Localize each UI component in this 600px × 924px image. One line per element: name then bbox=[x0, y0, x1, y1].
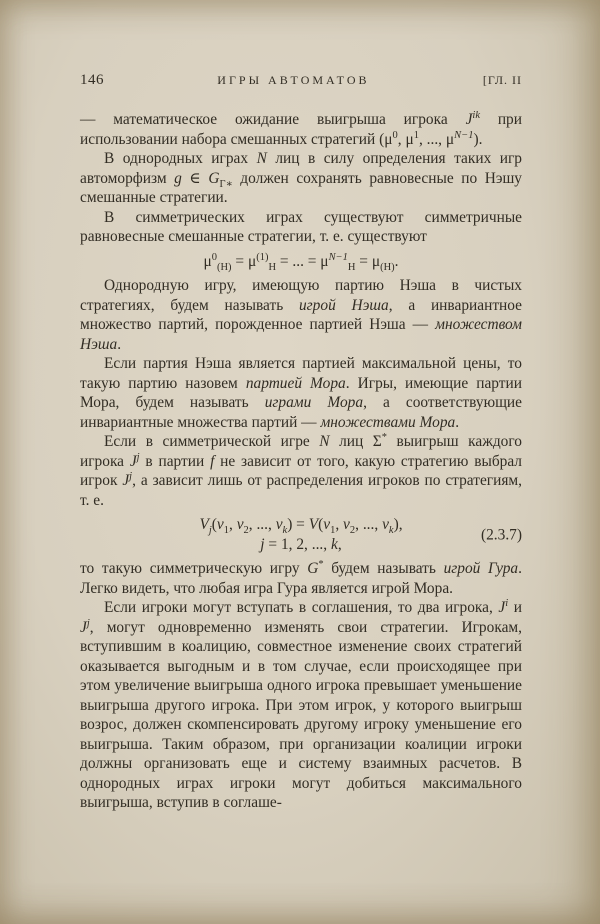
text-segment: 1 bbox=[330, 525, 336, 537]
text-segment: j bbox=[260, 535, 265, 553]
text-segment: играми Мора bbox=[264, 394, 364, 411]
text-segment: J bbox=[465, 111, 473, 128]
text-segment: ), bbox=[393, 516, 403, 533]
text-segment: j bbox=[129, 470, 133, 482]
text-segment: μ bbox=[405, 130, 414, 148]
text-segment: (H) bbox=[380, 261, 395, 273]
text-segment: * bbox=[318, 558, 324, 570]
text-segment: j bbox=[136, 451, 140, 463]
text-segment: k bbox=[282, 525, 288, 537]
text-segment: при использовании набора смешанных стратегий ( bbox=[80, 111, 522, 148]
text-segment: ( bbox=[211, 516, 217, 533]
text-segment: ik bbox=[472, 109, 480, 121]
text-segment: , могут одновременно изменять свои стратегии. Игрокам, вступившим в коалицию, совместное изменение своих стратегий оказывается выгодным и в том случае, если происходящее при этом увеличение выигрыша одного игрока превышает уменьшение выигрыша другого игрока. При этом игрок, у которого выигрыш возрос, должен скомпенсировать другому игроку уменьшение его выигрыша. Таким образом, при организации коалиции игроки должны организовать еще и систему взаимных расчетов. В однородных играх игроки могут добиться максимального выигрыша, вступив в соглаше- bbox=[80, 618, 522, 811]
text-segment: (H) bbox=[217, 261, 232, 273]
text-segment: . bbox=[455, 413, 460, 431]
text-segment: множеством Нэша bbox=[80, 316, 522, 353]
page-body bbox=[80, 110, 522, 813]
text-segment: = ... = bbox=[276, 252, 321, 270]
text-segment: то такую симметрическую игру bbox=[80, 560, 308, 577]
text-segment: выигрыш каждого игрока bbox=[80, 433, 522, 470]
running-title: ИГРЫ АВТОМАТОВ bbox=[217, 73, 370, 87]
text-segment: * bbox=[381, 431, 387, 443]
text-segment: лиц в силу определения таких игр автоморфизм bbox=[80, 150, 522, 187]
text-segment: k bbox=[388, 525, 394, 537]
text-segment: G bbox=[208, 169, 220, 187]
text-segment: g bbox=[174, 169, 182, 187]
text-segment: Γ∗ bbox=[219, 178, 233, 190]
text-segment: будем называть bbox=[323, 560, 444, 577]
formula-line bbox=[80, 252, 522, 272]
text-segment: i bbox=[505, 597, 509, 609]
text-segment: игрой Гура bbox=[443, 560, 519, 577]
paragraph bbox=[80, 208, 522, 247]
text-segment: = bbox=[231, 252, 248, 270]
text-segment: партией Мора bbox=[245, 374, 346, 392]
paragraph bbox=[80, 559, 522, 598]
text-segment: , ..., bbox=[248, 516, 276, 533]
text-segment: 0 bbox=[392, 129, 398, 141]
text-segment: Если игроки могут вступать в соглашения, то два игрока, bbox=[104, 599, 499, 616]
text-segment: G bbox=[307, 560, 319, 577]
text-segment: H bbox=[347, 261, 356, 273]
text-segment: N−1 bbox=[328, 251, 348, 263]
text-segment: μ bbox=[445, 130, 455, 148]
text-segment: f bbox=[210, 452, 215, 470]
text-segment: V bbox=[199, 516, 209, 533]
text-segment: 1 bbox=[223, 525, 229, 537]
text-segment: J bbox=[80, 618, 87, 636]
text-segment: μ bbox=[247, 252, 257, 270]
text-segment: . bbox=[394, 252, 399, 270]
formula bbox=[80, 252, 522, 272]
text-segment: H bbox=[268, 261, 276, 273]
text-segment: j bbox=[86, 617, 90, 629]
text-segment: , а зависит лишь от распределения игроков по стратегиям, т. е. bbox=[80, 472, 522, 509]
equation-number: (2.3.7) bbox=[480, 525, 522, 543]
text-segment: 1 bbox=[413, 129, 419, 141]
text-segment: , ..., bbox=[418, 130, 446, 148]
text-segment: ( bbox=[318, 516, 324, 533]
formula-line bbox=[80, 515, 522, 535]
text-segment: . Легко видеть, что любая игра Гура является игрой Мора. bbox=[80, 560, 522, 597]
text-segment: . Игры, имеющие партии Мора, будем называть bbox=[80, 374, 522, 411]
paragraph bbox=[80, 598, 522, 813]
text-segment: ) = bbox=[287, 516, 309, 533]
text-segment: v bbox=[236, 516, 244, 533]
text-segment: 0 bbox=[211, 251, 218, 263]
text-segment: ∈ bbox=[181, 169, 209, 187]
text-segment: J bbox=[498, 599, 506, 616]
text-segment: , а инвариантное множество партий, порожденное партией Нэша — bbox=[80, 296, 522, 333]
text-segment: v bbox=[323, 516, 331, 533]
text-segment: v bbox=[216, 516, 224, 533]
text-segment: , bbox=[228, 516, 237, 533]
text-segment: и bbox=[508, 599, 522, 616]
paragraph bbox=[80, 149, 522, 208]
text-segment: не зависит от того, какую стратегию выбрал игрок bbox=[80, 452, 522, 489]
text-segment: , а соответствующие инвариантные множества партий — bbox=[80, 394, 522, 431]
text-segment: , bbox=[337, 535, 342, 553]
text-segment: j bbox=[208, 525, 212, 537]
formula-line bbox=[80, 535, 522, 555]
text-segment: V bbox=[308, 516, 319, 533]
text-segment: μ bbox=[371, 252, 381, 270]
paragraph bbox=[80, 110, 522, 149]
text-segment: N bbox=[319, 433, 330, 450]
text-segment: ). bbox=[473, 130, 483, 148]
text-segment: J bbox=[122, 472, 130, 489]
text-segment: k bbox=[330, 535, 338, 553]
text-segment: лиц Σ bbox=[329, 433, 382, 450]
paragraph bbox=[80, 432, 522, 510]
text-segment: . bbox=[117, 335, 122, 353]
text-segment: игрой Нэша bbox=[298, 296, 389, 314]
text-segment: (1) bbox=[256, 251, 269, 263]
text-segment: v bbox=[382, 516, 389, 533]
text-segment: μ bbox=[320, 252, 329, 270]
text-segment: в партии bbox=[139, 452, 211, 470]
formula bbox=[80, 515, 522, 554]
chapter-label: [ГЛ. II bbox=[482, 73, 522, 87]
paragraph bbox=[80, 354, 522, 432]
text-segment: — математическое ожидание выигрыша игрока bbox=[80, 111, 466, 128]
text-segment: μ bbox=[384, 130, 393, 148]
page-header bbox=[80, 72, 522, 89]
text-segment: v bbox=[343, 516, 350, 533]
text-segment: Если партия Нэша является партией максимальной цены, то такую партию назовем bbox=[80, 355, 522, 392]
text-segment: μ bbox=[203, 252, 212, 270]
text-segment: В однородных играх bbox=[104, 150, 257, 167]
text-segment: , bbox=[335, 516, 344, 533]
paragraph bbox=[80, 276, 522, 354]
text-segment: должен сохранять равновесные по Нэшу смешанные стратегии. bbox=[80, 169, 522, 206]
text-segment: = bbox=[355, 252, 372, 270]
text-segment: N bbox=[256, 150, 267, 167]
text-segment: 2 bbox=[243, 525, 249, 537]
text-segment: N−1 bbox=[454, 129, 474, 141]
text-segment: v bbox=[275, 516, 283, 533]
text-segment: , ..., bbox=[355, 516, 383, 533]
text-segment: В симметрических играх существуют симметричные равновесные смешанные стратегии, т. е. существуют bbox=[80, 208, 522, 245]
text-segment: , bbox=[397, 130, 406, 148]
page-number: 146 bbox=[80, 72, 104, 88]
text-segment: Если в симметрической игре bbox=[104, 433, 320, 450]
text-segment: Однородную игру, имеющую партию Нэша в чистых стратегиях, будем называть bbox=[80, 277, 522, 314]
text-segment: = 1, 2, ..., bbox=[264, 535, 331, 553]
text-segment: множествами Мора bbox=[320, 413, 456, 431]
text-segment: 2 bbox=[349, 525, 356, 537]
text-segment: J bbox=[129, 452, 137, 470]
